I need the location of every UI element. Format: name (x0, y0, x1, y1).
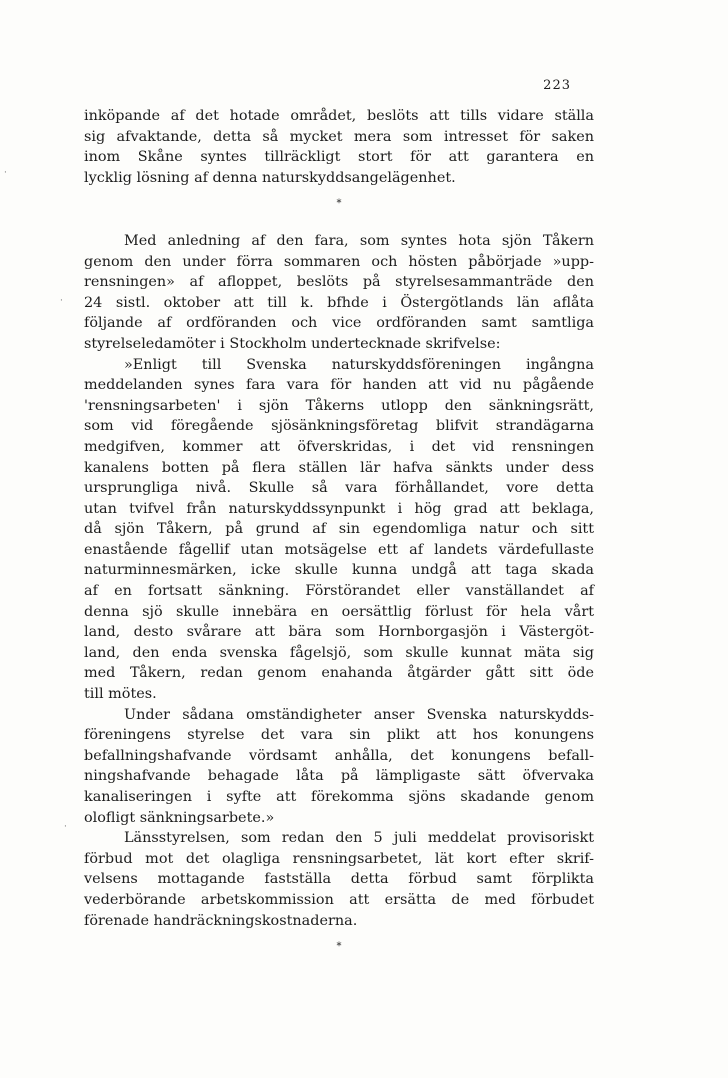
section-separator: * (336, 198, 342, 210)
text-line: land, desto svårare att bära som Hornborgasjön i Västergöt- (84, 624, 594, 641)
text-line: 'rensningsarbeten' i sjön Tåkerns utlopp den sänkningsrätt, (84, 397, 594, 414)
text-line: då sjön Tåkern, på grund af sin egendomliga natur och sitt (84, 521, 594, 538)
text-line: Med anledning af den fara, som syntes hota sjön Tåkern (124, 232, 594, 249)
text-line: Under sådana omständigheter anser Svenska naturskydds- (124, 706, 594, 723)
text-line: denna sjö skulle innebära en oersättlig förlust för hela vårt (84, 603, 594, 620)
text-line: meddelanden synes fara vara för handen att vid nu pågående (84, 377, 594, 394)
text-line: befallningshafvande vördsamt anhålla, det konungens befall- (84, 747, 594, 764)
text-line: förbud mot det olagliga rensningsarbetet, lät kort efter skrif- (84, 850, 594, 867)
text-line: inom Skåne syntes tillräckligt stort för att garantera en (84, 149, 594, 166)
text-line: »Enligt till Svenska naturskyddsföreningen ingångna (124, 356, 594, 373)
text-line: styrelseledamöter i Stockholm undertecknade skrifvelse: (84, 335, 501, 352)
text-line: inköpande af det hotade området, beslöts att tills vidare ställa (84, 108, 594, 124)
text-line: genom den under förra sommaren och hösten påbörjade »upp- (84, 253, 594, 270)
margin-speck: · (60, 296, 63, 306)
paragraph-4 (84, 705, 594, 829)
text-line: föreningens styrelse det vara sin plikt att hos konungens (84, 727, 594, 744)
text-line: medgifven, kommer att öfverskridas, i det vid rensningen (84, 438, 594, 455)
body-text (84, 106, 594, 958)
text-line: naturminnesmärken, icke skulle kunna undgå att taga skada (84, 562, 594, 579)
text-line: som vid föregående sjösänkningsföretag blifvit strandägarna (84, 418, 594, 435)
page-number: 223 (543, 78, 571, 93)
text-line: rensningen» af afloppet, beslöts på styrelsesammanträde den (84, 274, 594, 291)
paragraph-3-quote (84, 355, 594, 705)
text-line: förenade handräckningskostnaderna. (84, 912, 358, 929)
text-line: ningshafvande behagade låta på lämpligaste sätt öfvervaka (84, 768, 594, 785)
text-line: land, den enda svenska fågelsjö, som skulle kunnat mäta sig (84, 644, 594, 661)
text-line: olofligt sänkningsarbete.» (84, 809, 275, 826)
section-separator: * (336, 941, 342, 953)
text-line: kanaliseringen i syfte att förekomma sjöns skadande genom (84, 789, 594, 805)
text-line: enastående fågellif utan motsägelse ett af landets värdefullaste (84, 541, 594, 558)
text-line: ursprungliga nivå. Skulle så vara förhållandet, vore detta (84, 480, 594, 497)
text-line: till mötes. (84, 686, 157, 703)
paragraph-1 (84, 106, 594, 188)
text-line: kanalens botten på flera ställen lär hafva sänkts under dess (84, 459, 594, 476)
text-line: af en fortsatt sänkning. Förstörandet eller vanställandet af (84, 583, 594, 600)
text-line: sig afvaktande, detta så mycket mera som intresset för saken (84, 128, 594, 145)
text-line: utan tvifvel från naturskyddssynpunkt i hög grad att beklaga, (84, 500, 594, 517)
text-line: 24 sistl. oktober att till k. bfhde i Östergötlands län aflåta (84, 294, 594, 311)
paragraph-2 (84, 231, 594, 355)
text-line: Länsstyrelsen, som redan den 5 juli meddelat provisoriskt (124, 830, 594, 847)
margin-speck: · (64, 822, 67, 832)
text-line: velsens mottagande fastställa detta förbud samt förplikta (84, 871, 594, 888)
text-line: lycklig lösning af denna naturskyddsangelägenhet. (84, 169, 456, 186)
margin-speck: · (4, 168, 7, 178)
paragraph-5 (84, 828, 594, 931)
text-line: följande af ordföranden och vice ordföranden samt samtliga (84, 315, 594, 332)
text-line: med Tåkern, redan genom enahanda åtgärder gått sitt öde (84, 665, 594, 682)
text-line: vederbörande arbetskommission att ersätta de med förbudet (84, 891, 594, 908)
